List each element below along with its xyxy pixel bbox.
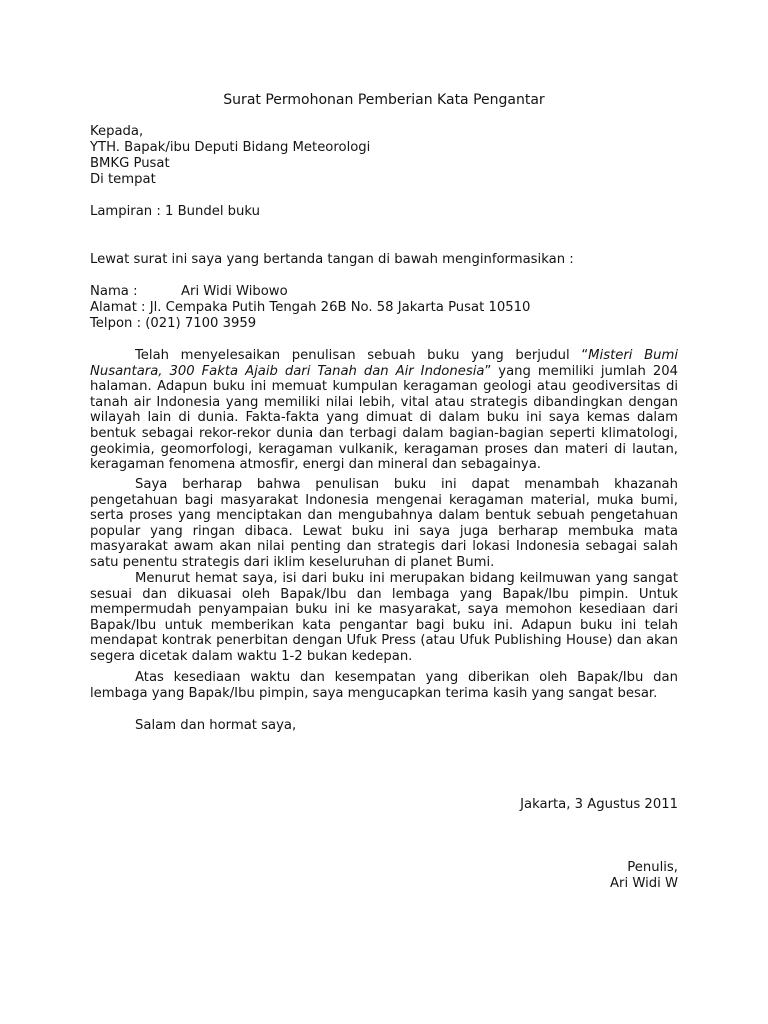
recipient-name: YTH. Bapak/ibu Deputi Bidang Meteorologi (90, 140, 371, 155)
signature-name: Ari Widi W (610, 876, 678, 891)
closing-line: Salam dan hormat saya, (135, 718, 297, 733)
recipient-greeting: Kepada, (90, 124, 144, 139)
book-title: Misteri Bumi Nusantara, 300 Fakta Ajaib dari Tanah dan Air Indonesia (90, 348, 679, 379)
body-paragraph-4: Atas kesediaan waktu dan kesempatan yang diberikan oleh Bapak/Ibu dan lembaga yang Bapak/Ibu pimpin, saya mengucapkan terima kasih yang sangat besar. (90, 670, 678, 701)
name-label: Nama : (90, 284, 138, 299)
intro-line: Lewat surat ini saya yang bertanda tangan di bawah menginformasikan : (90, 252, 574, 267)
p1-rest: ” yang memiliki jumlah 204 halaman. Adapun buku ini memuat kumpulan keragaman geologi atau geodiversitas di tanah air Indonesia yang memiliki nilai lebih, vital atau strategis dibandingkan dengan wilayah lain di dunia. Fakta-fakta yang dimuat di dalam buku ini saya kemas dalam bentuk sebagai rekor-rekor dunia dan terbagi dalam bagian-bagian seperti klimatologi, geokimia, geomorfologi, keragaman vulkanik, keragaman proses dan materi di lautan, keragaman fenomena atmosfir, energi dan mineral dan sebagainya. (90, 363, 678, 473)
place-date: Jakarta, 3 Agustus 2011 (520, 797, 678, 812)
signature-role: Penulis, (627, 860, 678, 875)
recipient-org: BMKG Pusat (90, 156, 170, 171)
body-paragraph-1 (90, 348, 678, 473)
letter-title: Surat Permohonan Pemberian Kata Pengantar (223, 92, 545, 108)
attachment-line: Lampiran : 1 Bundel buku (90, 204, 261, 219)
phone-line: Telpon : (021) 7100 3959 (90, 316, 257, 331)
body-paragraph-2: Saya berharap bahwa penulisan buku ini dapat menambah khazanah pengetahuan bagi masyarakat Indonesia mengenai keragaman material, muka bumi, serta proses yang menciptakan dan mengubahnya dalam bentuk sebuah pengetahuan popular yang ringan dibaca. Lewat buku ini saya juga berharap membuka mata masyarakat awam akan nilai penting dan strategis dari lokasi Indonesia sebagai salah satu penentu strategis dari iklim keseluruhan di planet Bumi. (90, 477, 678, 570)
recipient-place: Di tempat (90, 172, 156, 187)
body-paragraph-3: Menurut hemat saya, isi dari buku ini merupakan bidang keilmuwan yang sangat sesuai dan dikuasai oleh Bapak/Ibu dan lembaga yang Bapak/Ibu pimpin. Untuk mempermudah penyampaian buku ini ke masyarakat, saya memohon kesediaan dari Bapak/Ibu untuk memberikan kata pengantar bagi buku ini. Adapun buku ini telah mendapat kontrak penerbitan dengan Ufuk Press (atau Ufuk Publishing House) dan akan segera dicetak dalam waktu 1-2 bukan kedepan. (90, 571, 678, 664)
p1-start: Telah menyelesaikan penulisan sebuah buku yang berjudul “ (135, 348, 589, 363)
address-line: Alamat : Jl. Cempaka Putih Tengah 26B No. 58 Jakarta Pusat 10510 (90, 300, 531, 315)
name-value: Ari Widi Wibowo (181, 284, 288, 299)
